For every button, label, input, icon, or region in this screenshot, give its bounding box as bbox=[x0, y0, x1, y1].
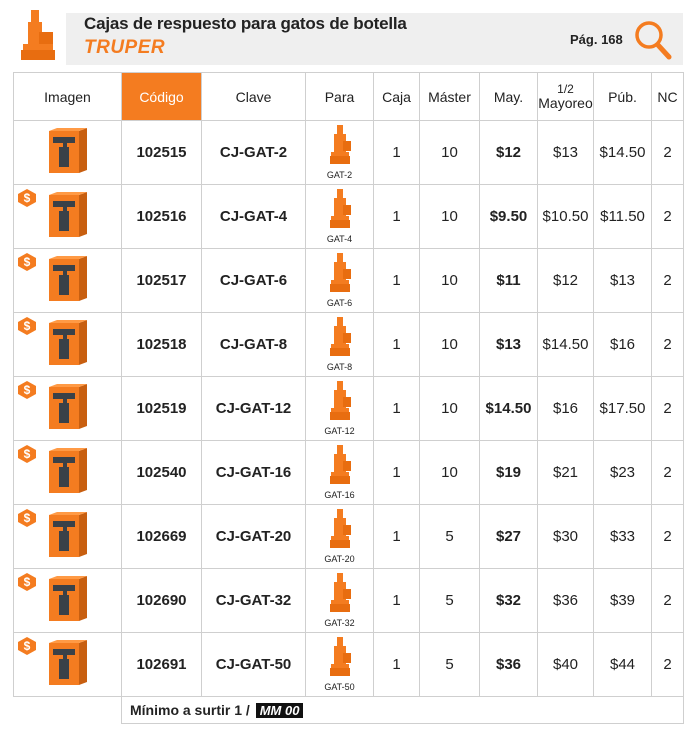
cell-caja: 1 bbox=[374, 441, 420, 505]
table-row bbox=[14, 505, 684, 569]
cell-codigo: 102515 bbox=[122, 121, 202, 185]
cell-master: 10 bbox=[420, 249, 480, 313]
cell-clave: CJ-GAT-16 bbox=[202, 441, 306, 505]
para-label: GAT-8 bbox=[326, 362, 353, 372]
product-image-cell bbox=[14, 377, 122, 441]
cell-pub: $16 bbox=[594, 313, 652, 377]
table-row bbox=[14, 121, 684, 185]
cell-codigo: 102518 bbox=[122, 313, 202, 377]
cell-master: 10 bbox=[420, 441, 480, 505]
para-label: GAT-2 bbox=[326, 170, 353, 180]
para-label: GAT-4 bbox=[326, 234, 353, 244]
footer-row bbox=[14, 697, 684, 724]
bottle-jack-icon bbox=[328, 317, 352, 361]
page-header bbox=[0, 0, 690, 64]
cell-caja: 1 bbox=[374, 505, 420, 569]
cell-may: $11 bbox=[480, 249, 538, 313]
cell-pub: $13 bbox=[594, 249, 652, 313]
cell-para bbox=[306, 505, 374, 569]
cell-master: 10 bbox=[420, 377, 480, 441]
col-master: Máster bbox=[420, 73, 480, 121]
cell-codigo: 102519 bbox=[122, 377, 202, 441]
table-row bbox=[14, 185, 684, 249]
para-label: GAT-20 bbox=[324, 554, 355, 564]
cell-caja: 1 bbox=[374, 185, 420, 249]
cell-master: 5 bbox=[420, 633, 480, 697]
cell-codigo: 102691 bbox=[122, 633, 202, 697]
svg-text:$: $ bbox=[23, 191, 31, 205]
cell-caja: 1 bbox=[374, 569, 420, 633]
brand-logo: TRUPER bbox=[84, 37, 166, 58]
footer-minimum bbox=[122, 697, 684, 724]
col-half-mayoreo bbox=[538, 73, 594, 121]
para-label: GAT-12 bbox=[324, 426, 355, 436]
cell-nc: 2 bbox=[652, 569, 684, 633]
cell-nc: 2 bbox=[652, 633, 684, 697]
cell-para bbox=[306, 313, 374, 377]
svg-text:$: $ bbox=[23, 511, 31, 525]
product-image-cell bbox=[14, 249, 122, 313]
cell-caja: 1 bbox=[374, 121, 420, 185]
cell-codigo: 102540 bbox=[122, 441, 202, 505]
cell-para bbox=[306, 441, 374, 505]
cell-may: $19 bbox=[480, 441, 538, 505]
mm-badge: MM 00 bbox=[256, 703, 304, 718]
product-table bbox=[13, 72, 684, 724]
product-image-cell bbox=[14, 505, 122, 569]
col-pub: Púb. bbox=[594, 73, 652, 121]
cell-clave: CJ-GAT-12 bbox=[202, 377, 306, 441]
cell-codigo: 102516 bbox=[122, 185, 202, 249]
cell-clave: CJ-GAT-6 bbox=[202, 249, 306, 313]
table-row bbox=[14, 633, 684, 697]
cell-half-mayoreo: $14.50 bbox=[538, 313, 594, 377]
cell-clave: CJ-GAT-32 bbox=[202, 569, 306, 633]
svg-text:$: $ bbox=[23, 255, 31, 269]
cell-may: $9.50 bbox=[480, 185, 538, 249]
replacement-box-image bbox=[47, 418, 89, 435]
cell-half-mayoreo: $30 bbox=[538, 505, 594, 569]
para-label: GAT-6 bbox=[326, 298, 353, 308]
bottle-jack-icon bbox=[328, 381, 352, 425]
cell-may: $12 bbox=[480, 121, 538, 185]
bottle-jack-icon bbox=[328, 509, 352, 553]
cell-half-mayoreo: $21 bbox=[538, 441, 594, 505]
product-image-cell bbox=[14, 633, 122, 697]
cell-para bbox=[306, 185, 374, 249]
replacement-box-image bbox=[47, 354, 89, 371]
col-clave: Clave bbox=[202, 73, 306, 121]
cell-para bbox=[306, 633, 374, 697]
cell-clave: CJ-GAT-50 bbox=[202, 633, 306, 697]
product-image-cell bbox=[14, 185, 122, 249]
svg-text:$: $ bbox=[23, 319, 31, 333]
table-header-row bbox=[14, 73, 684, 121]
table-row bbox=[14, 441, 684, 505]
table-row bbox=[14, 377, 684, 441]
cell-nc: 2 bbox=[652, 377, 684, 441]
col-half-top: 1/2 bbox=[557, 81, 574, 96]
cell-nc: 2 bbox=[652, 313, 684, 377]
page-number: Pág. 168 bbox=[570, 32, 623, 47]
search-icon[interactable] bbox=[633, 18, 673, 60]
col-caja: Caja bbox=[374, 73, 420, 121]
col-nc: NC bbox=[652, 73, 684, 121]
replacement-box-image bbox=[47, 162, 89, 179]
cell-para bbox=[306, 121, 374, 185]
cell-pub: $17.50 bbox=[594, 377, 652, 441]
cell-codigo: 102517 bbox=[122, 249, 202, 313]
cell-nc: 2 bbox=[652, 121, 684, 185]
cell-clave: CJ-GAT-2 bbox=[202, 121, 306, 185]
cell-half-mayoreo: $13 bbox=[538, 121, 594, 185]
cell-nc: 2 bbox=[652, 441, 684, 505]
bottle-jack-icon bbox=[328, 189, 352, 233]
bottle-jack-icon bbox=[328, 445, 352, 489]
para-label: GAT-50 bbox=[324, 682, 355, 692]
cell-caja: 1 bbox=[374, 313, 420, 377]
table-row bbox=[14, 249, 684, 313]
cell-pub: $44 bbox=[594, 633, 652, 697]
col-half-bottom: Mayoreo bbox=[538, 94, 593, 111]
cell-codigo: 102669 bbox=[122, 505, 202, 569]
col-codigo: Código bbox=[122, 73, 202, 121]
cell-may: $32 bbox=[480, 569, 538, 633]
table-row bbox=[14, 569, 684, 633]
product-image-cell bbox=[14, 121, 122, 185]
replacement-box-image bbox=[47, 674, 89, 691]
cell-para bbox=[306, 377, 374, 441]
cell-clave: CJ-GAT-4 bbox=[202, 185, 306, 249]
cell-pub: $11.50 bbox=[594, 185, 652, 249]
cell-half-mayoreo: $12 bbox=[538, 249, 594, 313]
cell-pub: $33 bbox=[594, 505, 652, 569]
cell-may: $13 bbox=[480, 313, 538, 377]
cell-master: 10 bbox=[420, 313, 480, 377]
product-image-cell bbox=[14, 441, 122, 505]
cell-master: 10 bbox=[420, 185, 480, 249]
cell-pub: $39 bbox=[594, 569, 652, 633]
cell-para bbox=[306, 569, 374, 633]
bottle-jack-icon bbox=[328, 573, 352, 617]
cell-pub: $23 bbox=[594, 441, 652, 505]
cell-caja: 1 bbox=[374, 377, 420, 441]
footer-text: Mínimo a surtir 1 / bbox=[130, 702, 250, 718]
cell-may: $27 bbox=[480, 505, 538, 569]
para-label: GAT-32 bbox=[324, 618, 355, 628]
replacement-box-image bbox=[47, 610, 89, 627]
replacement-box-image bbox=[47, 226, 89, 243]
cell-half-mayoreo: $16 bbox=[538, 377, 594, 441]
cell-half-mayoreo: $10.50 bbox=[538, 185, 594, 249]
bottle-jack-icon bbox=[328, 125, 352, 169]
table-row bbox=[14, 313, 684, 377]
cell-master: 5 bbox=[420, 569, 480, 633]
cell-caja: 1 bbox=[374, 249, 420, 313]
col-imagen: Imagen bbox=[14, 73, 122, 121]
replacement-box-image bbox=[47, 482, 89, 499]
svg-text:$: $ bbox=[23, 383, 31, 397]
cell-codigo: 102690 bbox=[122, 569, 202, 633]
cell-clave: CJ-GAT-20 bbox=[202, 505, 306, 569]
replacement-box-image bbox=[47, 290, 89, 307]
cell-nc: 2 bbox=[652, 185, 684, 249]
bottle-jack-icon bbox=[328, 637, 352, 681]
product-image-cell bbox=[14, 569, 122, 633]
cell-may: $14.50 bbox=[480, 377, 538, 441]
cell-nc: 2 bbox=[652, 505, 684, 569]
svg-text:$: $ bbox=[23, 639, 31, 653]
para-label: GAT-16 bbox=[324, 490, 355, 500]
col-may: May. bbox=[480, 73, 538, 121]
replacement-box-image bbox=[47, 546, 89, 563]
cell-para bbox=[306, 249, 374, 313]
product-image-cell bbox=[14, 313, 122, 377]
cell-may: $36 bbox=[480, 633, 538, 697]
cell-clave: CJ-GAT-8 bbox=[202, 313, 306, 377]
cell-pub: $14.50 bbox=[594, 121, 652, 185]
cell-master: 10 bbox=[420, 121, 480, 185]
bottle-jack-icon bbox=[328, 253, 352, 297]
cell-half-mayoreo: $36 bbox=[538, 569, 594, 633]
cell-master: 5 bbox=[420, 505, 480, 569]
bottle-jack-icon bbox=[17, 10, 57, 62]
svg-text:$: $ bbox=[23, 575, 31, 589]
footer-spacer bbox=[14, 697, 122, 724]
cell-caja: 1 bbox=[374, 633, 420, 697]
page-title: Cajas de respuesto para gatos de botella bbox=[84, 14, 407, 33]
col-para: Para bbox=[306, 73, 374, 121]
cell-half-mayoreo: $40 bbox=[538, 633, 594, 697]
svg-text:$: $ bbox=[23, 447, 31, 461]
cell-nc: 2 bbox=[652, 249, 684, 313]
